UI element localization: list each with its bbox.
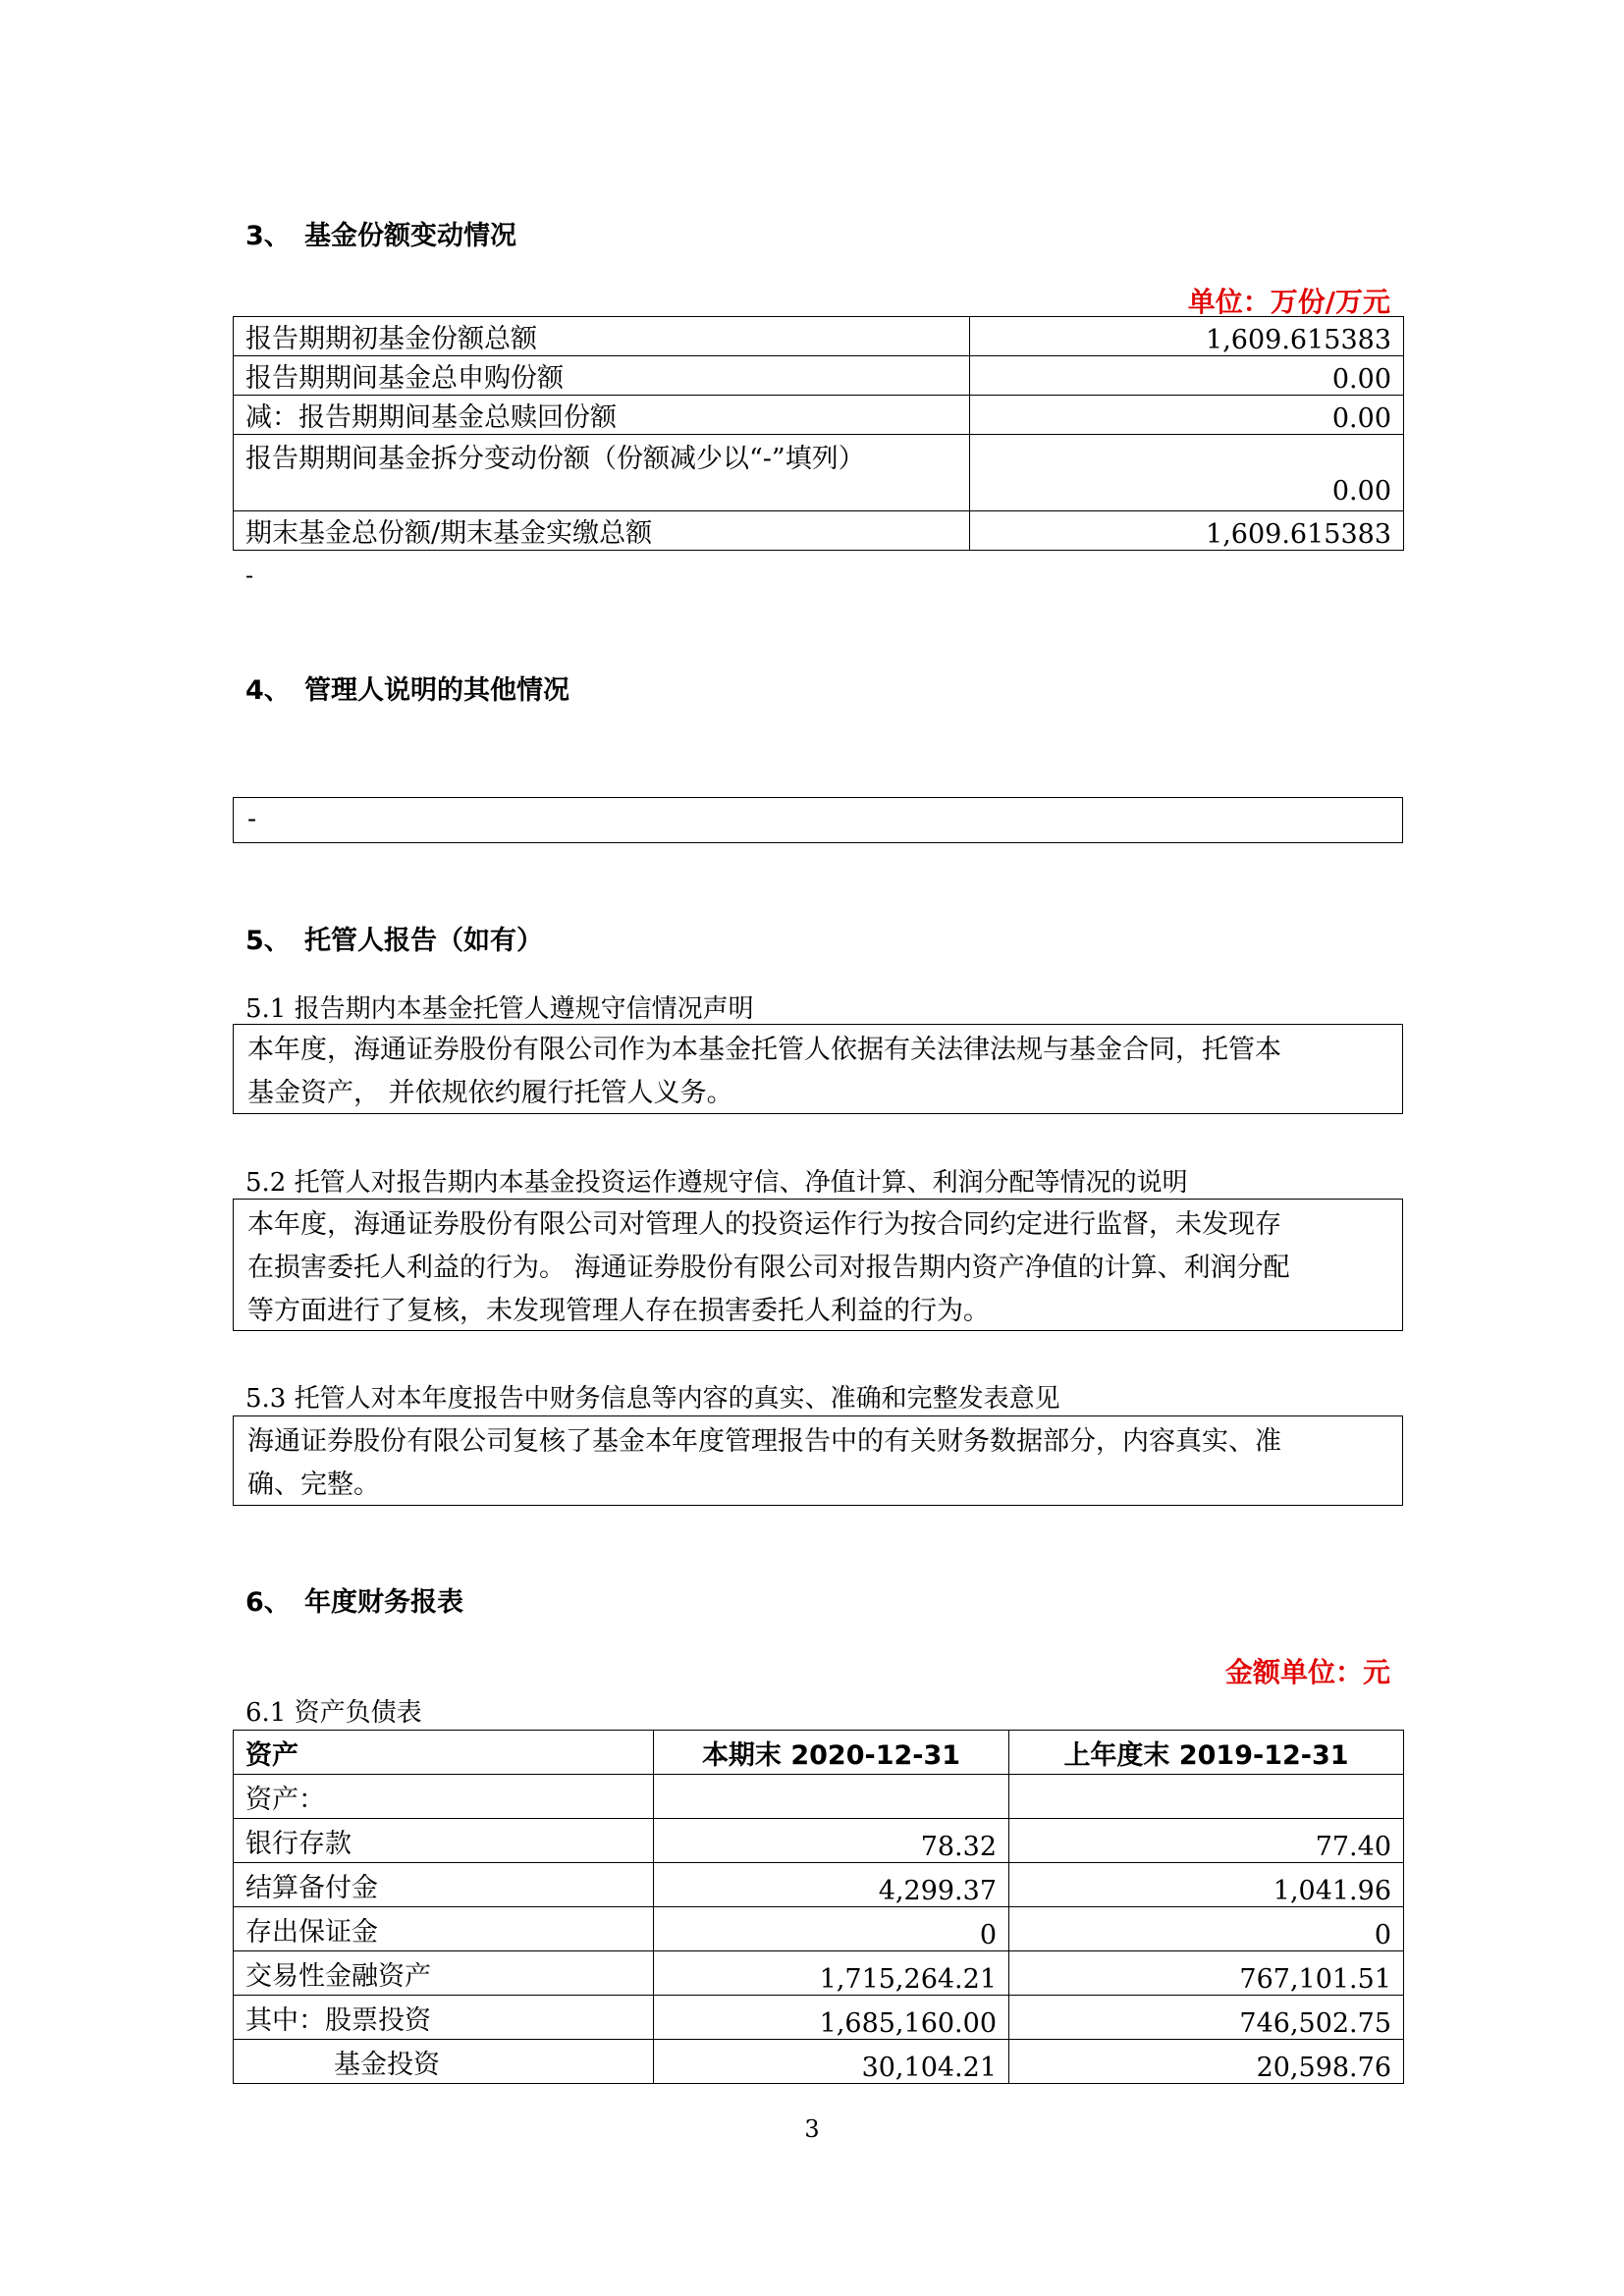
table-row: [234, 356, 1404, 396]
row-previous: 20,598.76: [1009, 2040, 1404, 2084]
table-row: [234, 1863, 1404, 1907]
table-row: [234, 317, 1404, 356]
text-line: 等方面进行了复核，未发现管理人存在损害委托人利益的行为。: [247, 1296, 990, 1326]
subsection-5-2-title: 5.2 托管人对报告期内本基金投资运作遵规守信、净值计算、利润分配等情况的说明: [245, 1168, 1188, 1198]
section-6-number: 6、: [245, 1587, 291, 1618]
row-label: 交易性金融资产: [234, 1951, 654, 1996]
table-row: [234, 1951, 1404, 1996]
row-value: 0.00: [970, 435, 1404, 511]
table-row: [234, 396, 1404, 435]
section-3-note: -: [245, 561, 254, 589]
header-current-period: 本期末 2020-12-31: [654, 1731, 1009, 1775]
row-label: 结算备付金: [234, 1863, 654, 1907]
section-6-title: [245, 1580, 463, 1619]
table-header-row: [234, 1731, 1404, 1775]
row-current: 0: [654, 1907, 1009, 1951]
section-4-title-text: 管理人说明的其他情况: [304, 675, 569, 706]
section-4-title: [245, 668, 569, 707]
header-assets: 资产: [234, 1731, 654, 1775]
row-label: 存出保证金: [234, 1907, 654, 1951]
section-4-number: 4、: [245, 675, 291, 706]
row-current: 78.32: [654, 1819, 1009, 1863]
header-previous-period: 上年度末 2019-12-31: [1009, 1731, 1404, 1775]
row-current: 1,715,264.21: [654, 1951, 1009, 1996]
section-6-title-text: 年度财务报表: [304, 1587, 463, 1618]
share-change-table: [233, 316, 1404, 551]
row-label: 报告期期间基金总申购份额: [234, 356, 970, 396]
table-row: [234, 1775, 1404, 1819]
subsection-5-3-title: 5.3 托管人对本年度报告中财务信息等内容的真实、准确和完整发表意见: [245, 1384, 1060, 1414]
row-label: 减：报告期期间基金总赎回份额: [234, 396, 970, 435]
subsection-5-3-box: [233, 1415, 1403, 1506]
subsection-5-2-box: [233, 1199, 1403, 1331]
table-row: [234, 511, 1404, 551]
text-line: 本年度，海通证券股份有限公司作为本基金托管人依据有关法律法规与基金合同，托管本: [247, 1035, 1281, 1065]
row-label: 基金投资: [234, 2040, 654, 2084]
table-row: [234, 435, 1404, 511]
section-5-title: [245, 919, 543, 957]
row-label: 资产：: [234, 1775, 654, 1819]
row-label: 报告期期初基金份额总额: [234, 317, 970, 356]
text-line: 在损害委托人利益的行为。 海通证券股份有限公司对报告期内资产净值的计算、利润分配: [247, 1253, 1290, 1283]
row-label: 银行存款: [234, 1819, 654, 1863]
row-label: 报告期期间基金拆分变动份额（份额减少以“-”填列）: [234, 435, 970, 511]
row-value: 1,609.615383: [970, 511, 1404, 551]
row-value: 0.00: [970, 396, 1404, 435]
subsection-5-1-title: 5.1 报告期内本基金托管人遵规守信情况声明: [245, 994, 754, 1024]
subsection-5-1-box: [233, 1024, 1403, 1114]
row-previous: 767,101.51: [1009, 1951, 1404, 1996]
row-current: 30,104.21: [654, 2040, 1009, 2084]
subsection-6-1-title: 6.1 资产负债表: [245, 1698, 422, 1728]
table-row: [234, 1907, 1404, 1951]
row-label: 期末基金总份额/期末基金实缴总额: [234, 511, 970, 551]
row-value: 1,609.615383: [970, 317, 1404, 356]
text-line: 确、完整。: [247, 1469, 380, 1500]
table-row: [234, 2040, 1404, 2084]
row-previous: 1,041.96: [1009, 1863, 1404, 1907]
text-line: 海通证券股份有限公司复核了基金本年度管理报告中的有关财务数据部分，内容真实、准: [247, 1426, 1281, 1457]
section-6-unit: 金额单位：元: [1224, 1656, 1390, 1688]
page-number: 3: [804, 2115, 820, 2143]
text-line: 本年度，海通证券股份有限公司对管理人的投资运作行为按合同约定进行监督，未发现存: [247, 1209, 1281, 1240]
row-previous: 0: [1009, 1907, 1404, 1951]
section-3-title: [245, 214, 516, 252]
row-previous: 746,502.75: [1009, 1996, 1404, 2040]
section-4-content: -: [247, 804, 257, 834]
balance-sheet-table: [233, 1730, 1404, 2084]
row-current: 4,299.37: [654, 1863, 1009, 1907]
section-3-unit: 单位：万份/万元: [1187, 286, 1390, 318]
row-current: [654, 1775, 1009, 1819]
section-3-title-text: 基金份额变动情况: [304, 221, 516, 251]
row-label: 其中：股票投资: [234, 1996, 654, 2040]
text-line: 基金资产， 并依规依约履行托管人义务。: [247, 1078, 733, 1108]
row-previous: [1009, 1775, 1404, 1819]
section-5-title-text: 托管人报告（如有）: [304, 926, 543, 956]
section-3-number: 3、: [245, 221, 291, 251]
table-row: [234, 1996, 1404, 2040]
table-row: [234, 1819, 1404, 1863]
row-previous: 77.40: [1009, 1819, 1404, 1863]
section-4-content-box: [233, 797, 1403, 843]
section-5-number: 5、: [245, 926, 291, 956]
row-current: 1,685,160.00: [654, 1996, 1009, 2040]
row-value: 0.00: [970, 356, 1404, 396]
